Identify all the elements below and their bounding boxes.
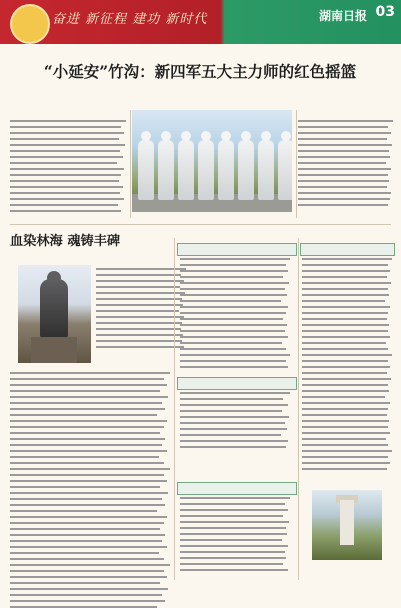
monument-image: [312, 490, 382, 560]
main-title: “小延安”竹沟：新四军五大主力师的红色摇篮: [43, 62, 357, 81]
statue-image: [18, 265, 91, 363]
paper-name: 湖南日报: [318, 9, 367, 23]
section-header: [177, 377, 297, 390]
divider: [174, 238, 175, 580]
statue-photo: [132, 110, 292, 212]
divider: [296, 110, 297, 218]
section-header: [177, 482, 297, 495]
left-col-text: [96, 268, 186, 356]
right-top-text: [298, 120, 393, 208]
lead-text: [10, 120, 126, 215]
divider: [130, 110, 131, 218]
page-number: 03: [375, 4, 395, 20]
divider: [298, 238, 299, 580]
mid-text-1: [180, 258, 290, 373]
left-body-text: [10, 372, 170, 577]
column-title: 奋进 新征程 建功 新时代: [52, 12, 208, 27]
section-header: [177, 243, 297, 256]
mid-text-3: [180, 497, 290, 575]
right-text-1: [302, 258, 392, 478]
masthead: [0, 0, 401, 44]
party-emblem-icon: [10, 4, 50, 44]
section-header: [300, 243, 395, 256]
divider: [10, 224, 391, 225]
story-title: 血染林海 魂铸丰碑: [10, 234, 121, 249]
mid-text-2: [180, 392, 290, 452]
